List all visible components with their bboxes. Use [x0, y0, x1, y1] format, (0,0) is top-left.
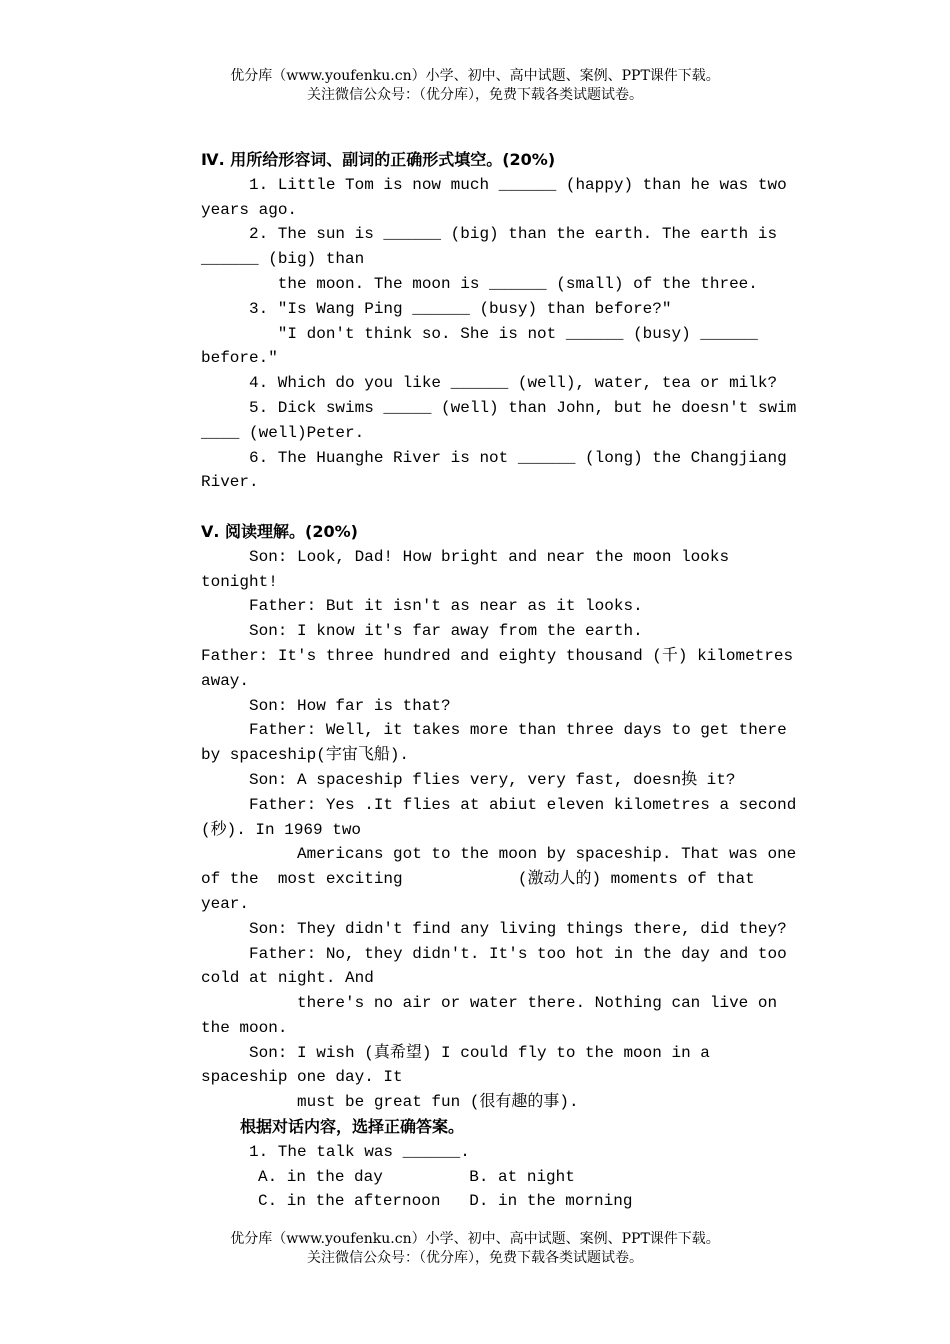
text-line: ______ (big) than [201, 250, 365, 269]
section-heading: Ⅴ. 阅读理解。(20%) [201, 521, 358, 541]
text-line: year. [201, 894, 250, 913]
text-line: Father: But it isn't as near as it looks. [249, 597, 643, 616]
text-line: before." [201, 349, 278, 368]
text-line: there's no air or water there. Nothing can live on [297, 994, 778, 1013]
text-line: Father: Yes .It flies at abiut eleven kilometres a second [249, 795, 797, 814]
header-line-2: 关注微信公众号：（优分库），免费下载各类试题试卷。 [307, 87, 643, 103]
text-line: years ago. [201, 200, 298, 219]
text-line: Son: I know it's far away from the earth. [249, 622, 643, 641]
text-line: Americans got to the moon by spaceship. That was one [297, 845, 797, 864]
text-line: "I don't think so. She is not ______ (busy) ______ [249, 324, 758, 343]
text-line: Son: They didn't find any living things there, did they? [249, 919, 787, 938]
text-line: away. [201, 671, 250, 690]
text-line: of the most exciting (激动人的) moments of that [201, 870, 755, 889]
spacer-line [201, 495, 799, 520]
text-line: must be great fun (很有趣的事). [297, 1093, 579, 1112]
text-line: cold at night. And [201, 969, 374, 988]
text-line: 5. Dick swims _____ (well) than John, but he doesn't swim [249, 398, 797, 417]
exam-content [201, 148, 799, 1214]
text-line: the moon. [201, 1018, 288, 1037]
text-line: Son: A spaceship flies very, very fast, doesn换 it? [249, 770, 736, 789]
text-line: spaceship one day. It [201, 1068, 403, 1087]
text-line: the moon. The moon is ______ (small) of the three. [249, 274, 758, 293]
header-line-1: 优分库（www.youfenku.cn）小学、初中、高中试题、案例、PPT课件下载。 [230, 68, 720, 84]
text-line: Son: How far is that? [249, 696, 451, 715]
text-line: ____ (well)Peter. [201, 423, 365, 442]
text-line: River. [201, 473, 259, 492]
footer-line-2: 关注微信公众号：（优分库），免费下载各类试题试卷。 [307, 1250, 643, 1266]
text-line: (秒). In 1969 two [201, 820, 362, 839]
text-line: Father: It's three hundred and eighty thousand (千) kilometres [201, 646, 794, 665]
text-line: Son: Look, Dad! How bright and near the moon looks [249, 547, 730, 566]
text-line: C. in the afternoon D. in the morning [258, 1192, 633, 1211]
text-line: by spaceship(宇宙飞船). [201, 746, 410, 765]
text-line: 6. The Huanghe River is not ______ (long) the Changjiang [249, 448, 787, 467]
section-heading: Ⅳ. 用所给形容词、副词的正确形式填空。(20%) [201, 150, 556, 169]
text-line: 4. Which do you like ______ (well), water, tea or milk? [249, 374, 778, 393]
text-line: Father: No, they didn't. It's too hot in the day and too [249, 944, 787, 963]
text-line: Father: Well, it takes more than three days to get there [249, 721, 787, 740]
footer-line-1: 优分库（www.youfenku.cn）小学、初中、高中试题、案例、PPT课件下载。 [230, 1231, 720, 1247]
text-line: tonight! [201, 572, 278, 591]
text-line: 2. The sun is ______ (big) than the earth. The earth is [249, 225, 778, 244]
text-line: A. in the day B. at night [258, 1167, 575, 1186]
text-line: 3. "Is Wang Ping ______ (busy) than before?" [249, 299, 672, 318]
text-line: 1. Little Tom is now much ______ (happy) than he was two [249, 175, 787, 194]
text-line: 1. The talk was ______. [249, 1142, 470, 1161]
text-line: Son: I wish (真希望) I could fly to the moon in a [249, 1043, 710, 1062]
section-heading: 根据对话内容，选择正确答案。 [240, 1117, 465, 1137]
